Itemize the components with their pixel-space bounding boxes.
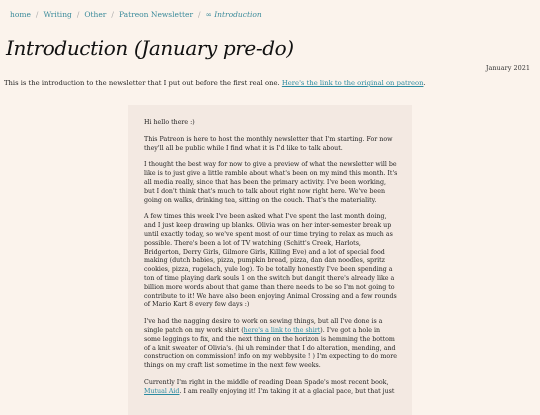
breadcrumb-current-page: ∞ Introduction	[205, 10, 262, 19]
post-date: January 2021	[485, 64, 530, 72]
letter-paragraph-4-end: ). I've got a hole in some leggings to fix, and the next thing on the horizon is hemming the bottom of a knit sweater of Olivia's. (hi uh reminder that I do alteration, mending, and construction on commission! info on my webbysite ! ) I'm expecting to do more things on my craft list sometime in the next few weeks.	[144, 326, 397, 370]
breadcrumb	[10, 10, 262, 19]
letter-paragraph-5-start: Currently I'm right in the middle of reading Dean Spade's most recent book,	[144, 378, 389, 386]
letter-paragraph-1: This Patreon is here to host the monthly newsletter that I'm starting. For now they'll all be public while I find what it is I'd like to talk about.	[144, 135, 393, 152]
letter-paragraph-2: I thought the best way for now to give a preview of what the newsletter will be like is to just give a little ramble about what's been on my mind this month. It's all media really, since that has been the primary activity. I've been working, but I don't think that's much to talk about right now right here. We've been going on walks, drinking tea, sitting on the couch. That's the materiality.	[144, 161, 398, 204]
letter-paragraph-5	[144, 379, 398, 397]
shirt-link[interactable]: here's a link to the shirt	[243, 326, 321, 334]
letter-greeting: Hi hello there :)	[144, 119, 195, 126]
breadcrumb-separator: /	[35, 10, 39, 19]
breadcrumb-separator: /	[111, 10, 114, 19]
letter-paragraph-4-start: I've had the nagging desire to work on sewing things, but all I've done is a single patch on my work shirt (	[144, 318, 383, 334]
mutual-aid-link[interactable]: Mutual Aid	[144, 387, 180, 395]
patreon-original-link[interactable]: Here's the link to the original on patreon	[281, 79, 424, 87]
breadcrumb-patreon-newsletter-link[interactable]: Patreon Newsletter	[118, 10, 194, 19]
intro-text: This is the introduction to the newsletter that I put out before the first real one.	[4, 79, 282, 87]
breadcrumb-home-link[interactable]: home	[10, 10, 31, 19]
breadcrumb-writing-link[interactable]: Writing	[43, 10, 72, 19]
letter-paragraph-4	[144, 318, 398, 371]
intro-end: .	[423, 79, 426, 87]
breadcrumb-other-link[interactable]: Other	[84, 10, 107, 19]
newsletter-content-card	[128, 105, 412, 415]
intro-paragraph	[4, 79, 426, 87]
page-title: Introduction (January pre-do)	[6, 36, 294, 60]
letter-paragraph-5-end: . I am really enjoying it! I'm taking it at a glacial pace, but that just	[179, 387, 395, 395]
letter-paragraph-3: A few times this week I've been asked what I've spent the last month doing, and I just keep drawing up blanks. Olivia was on her inter-semester break up until exactly today, so we've spent most of our time trying to relax as much as possible. There's been a lot of TV watching (Schitt's Creek, Harlots, Bridgerton, Derry Girls, Gilmore Girls, Killing Eve) and a lot of special food making (dutch babies, pizza, pumpkin bread, pizza, dan dan noodles, spritz cookies, pizza, rugelach, yule log). To be totally honestly I've been spending a ton of time playing dark souls 1 on the switch but dangit there's already like a billion more words about that game than there needs to be so I'm not going to contribute to it! We have also been enjoying Animal Crossing and a few rounds of Mario Kart 8 every few days :)	[144, 213, 397, 309]
breadcrumb-separator: /	[76, 10, 80, 19]
breadcrumb-separator: /	[198, 10, 201, 19]
